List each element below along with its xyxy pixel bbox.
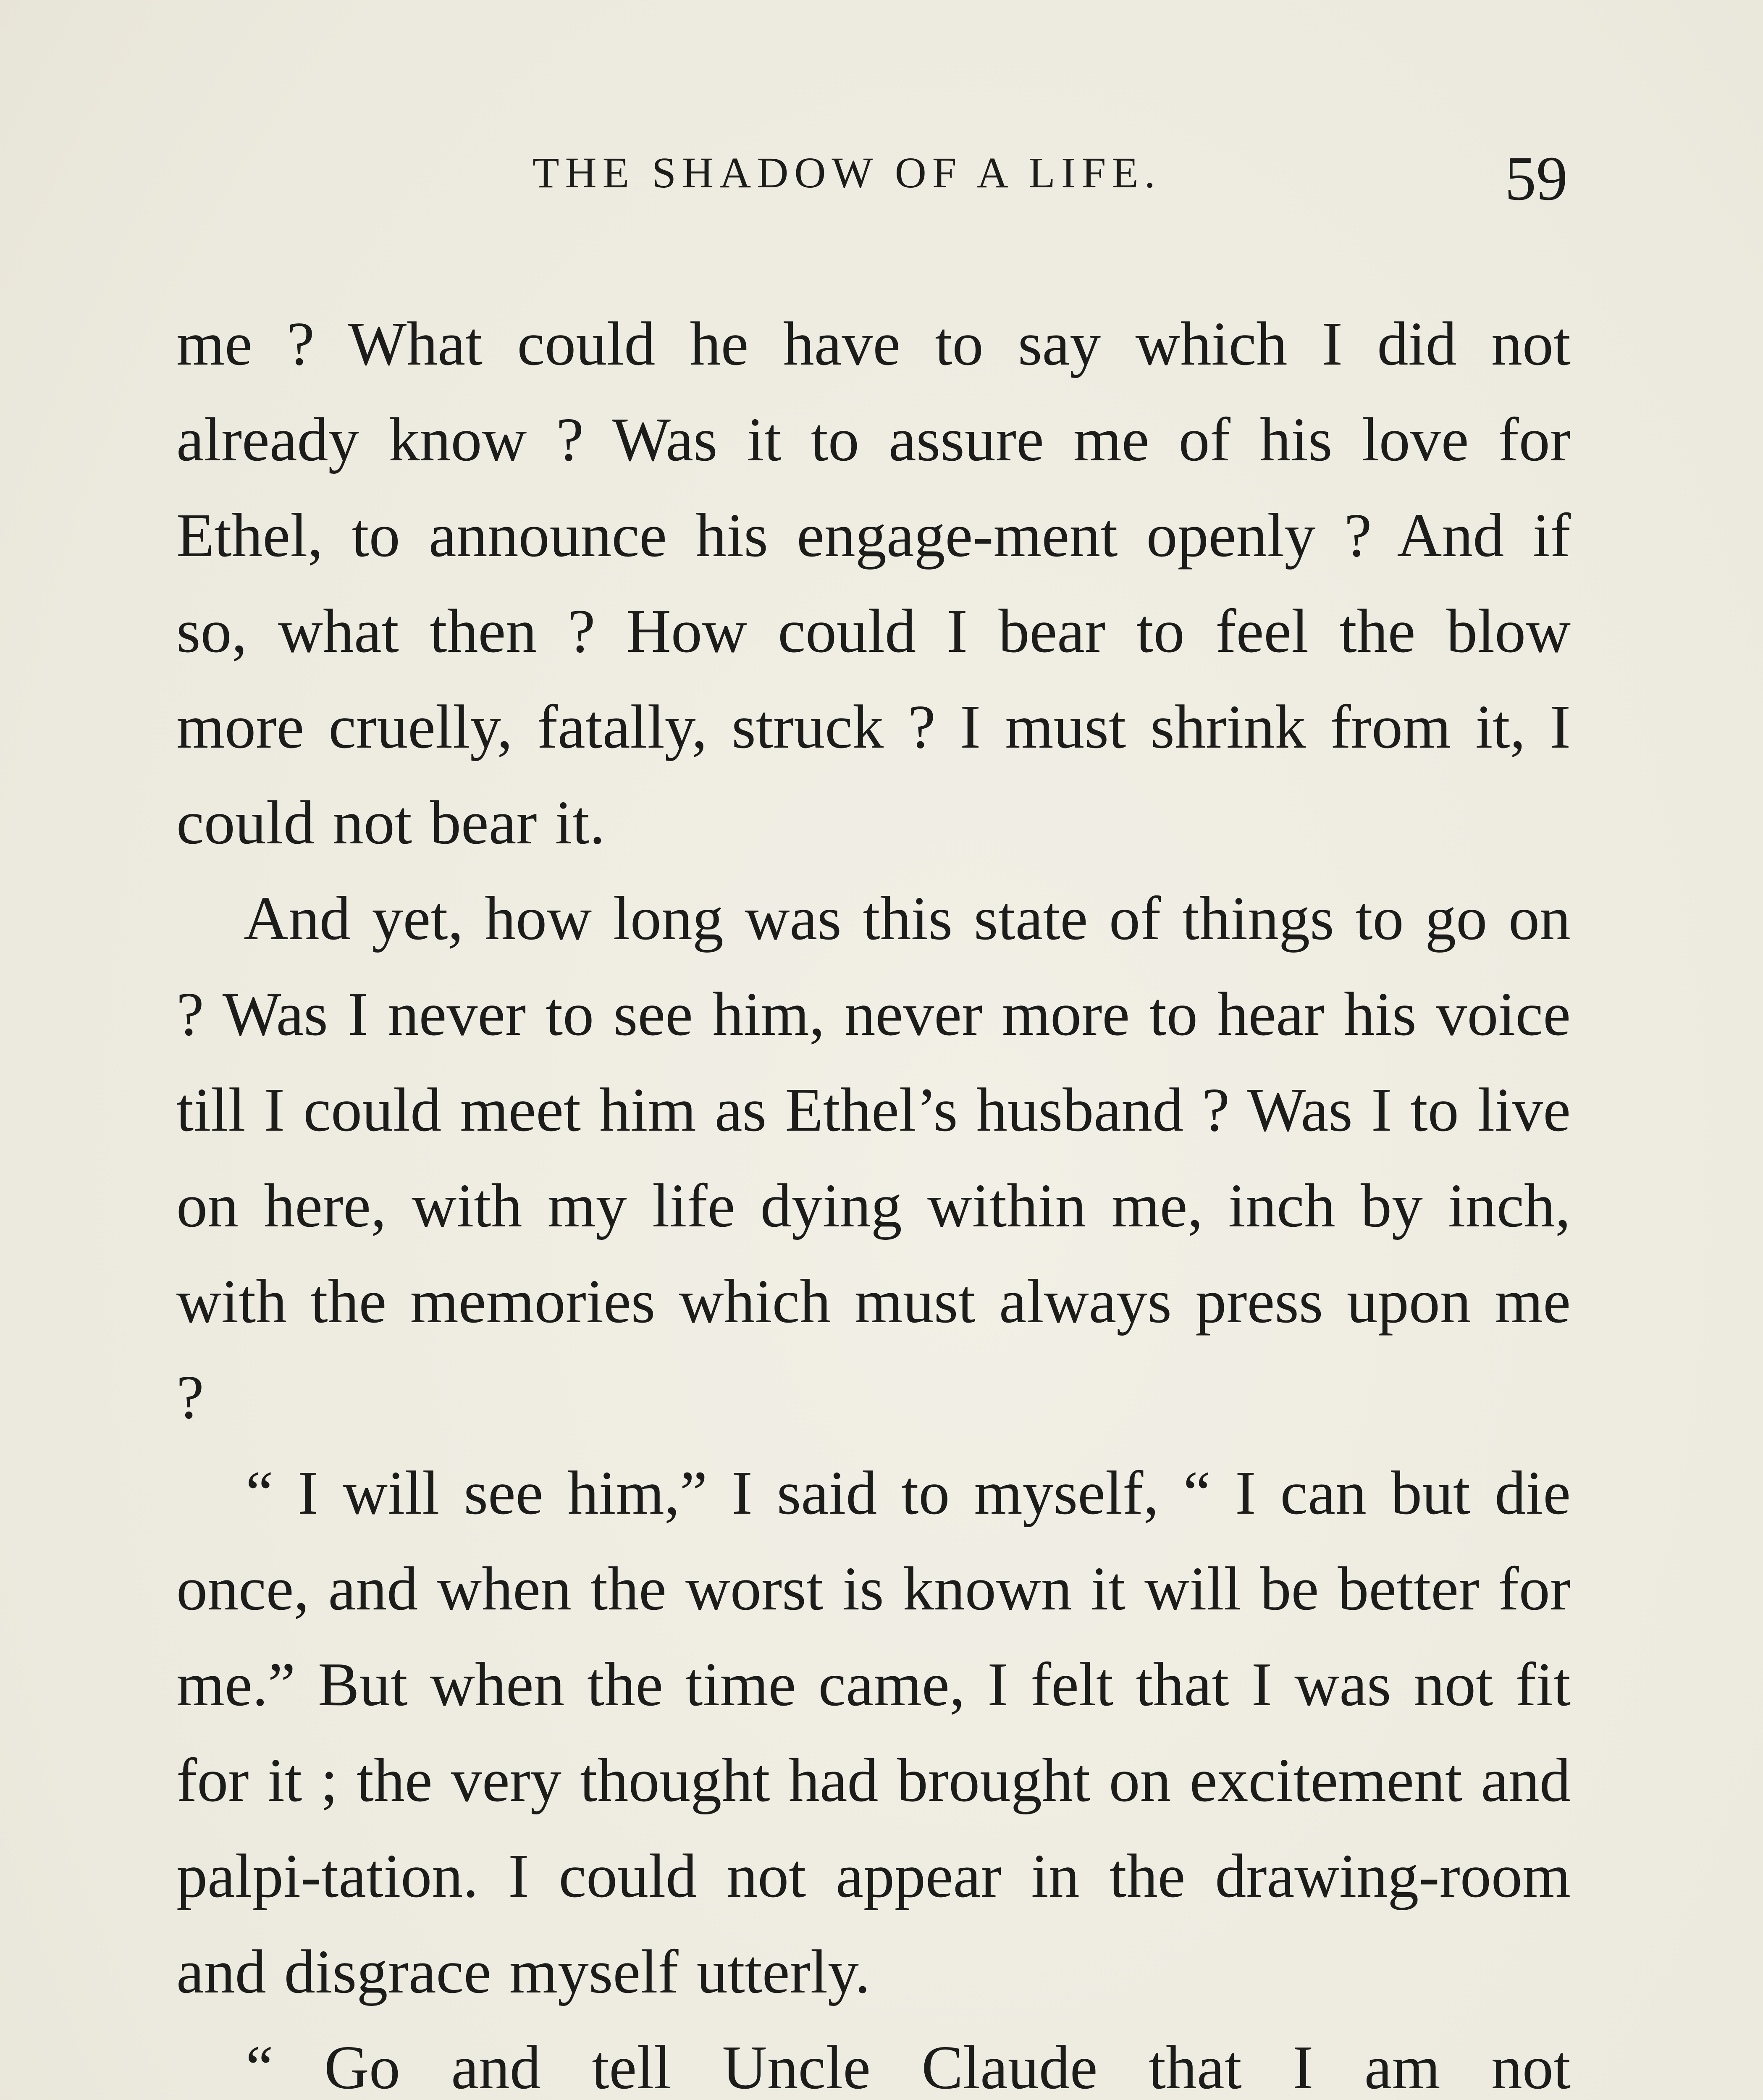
paragraph: me ? What could he have to say which I did not already know ? Was it to assure me of his love for Ethel, to announce his engage-ment openly ? And if so, what then ? How could I bear to feel the blow more cruelly, fatally, struck ? I must shrink from it, I could not bear it. (176, 310, 1571, 857)
paragraph: “ Go and tell Uncle Claude that I am not (246, 2033, 1571, 2100)
page-number: 59 (1505, 144, 1568, 213)
paragraph: And yet, how long was this state of things to go on ? Was I never to see him, never more to hear his voice till I could meet him as Ethel’s husband ? Was I to live on here, with my life dying within me, inch by inch, with the memories which must always press upon me ? (176, 884, 1571, 1432)
paragraph: “ I will see him,” I said to myself, “ I can but die once, and when the worst is known it will be better for me.” But when the time came, I felt that I was not fit for it ; the very thought had brought on excitement and palpi-tation. I could not appear in the drawing-room and disgrace myself utterly. (176, 1459, 1571, 2006)
body-text (176, 296, 1571, 2100)
running-title: THE SHADOW OF A LIFE. (533, 149, 1161, 197)
